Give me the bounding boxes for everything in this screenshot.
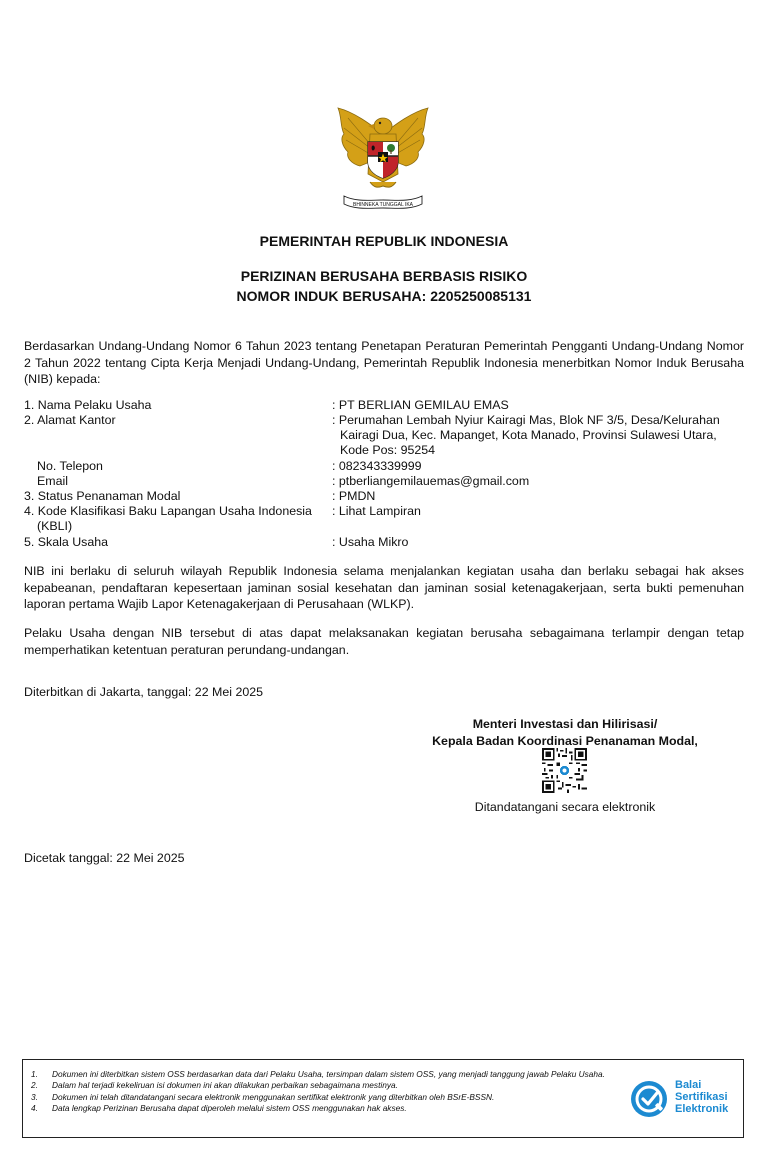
field-label-kbli: 4. Kode Klasifikasi Baku Lapangan Usaha Indonesia [24,504,312,518]
field-value-email: : ptberliangemilauemas@gmail.com [332,474,530,488]
printed-date: Dicetak tanggal: 22 Mei 2025 [24,851,185,865]
intro-paragraph: Berdasarkan Undang-Undang Nomor 6 Tahun 2023 tentang Penetapan Peraturan Pemerintah Pengganti Undang-Undang Nomor 2 Tahun 2022 tentang Cipta Kerja Menjadi Undang-Undang, Pemerintah Republik Indonesia menerbitkan Nomor Induk Berusaha (NIB) kepada: [24,339,744,386]
field-value-alamat-3: Kode Pos: 95254 [340,443,436,457]
field-value-alamat-1: : Perumahan Lembah Nyiur Kairagi Mas, Blok NF 3/5, Desa/Kelurahan [332,413,720,427]
signature-block [400,716,730,749]
emblem-motto: BHINNEKA TUNGGAL IKA [352,202,414,208]
field-label-alamat: 2. Alamat Kantor [24,413,116,427]
bsre-logo-line-2: Sertifikasi [675,1091,728,1103]
bsre-logo-line-1: Balai [675,1079,702,1091]
field-label-email: Email [37,474,68,488]
signed-electronically-text: Ditandatangani secara elektronik [474,800,656,814]
field-value-skala: : Usaha Mikro [332,535,409,549]
nib-number: NOMOR INDUK BERUSAHA: 2205250085131 [236,288,532,304]
garuda-pancasila-emblem [330,104,436,216]
signatory-title-1: Menteri Investasi dan Hilirisasi/ [472,717,658,731]
signatory-title-2: Kepala Badan Koordinasi Penanaman Modal, [432,733,698,748]
footer-note: 4. Data lengkap Perizinan Berusaha dapat diperoleh melalui sistem OSS menggunakan hak akses. [31,1102,407,1113]
field-label-kbli-2: (KBLI) [37,519,73,533]
provision-paragraph: Pelaku Usaha dengan NIB tersebut di atas dapat melaksanakan kegiatan berusaha sebagaimana terlampir dengan tetap memperhatikan ketentuan peraturan perundang-undangan. [24,626,744,657]
field-label-skala: 5. Skala Usaha [24,535,109,549]
issued-date: Diterbitkan di Jakarta, tanggal: 22 Mei 2025 [24,685,264,699]
field-label-telepon: No. Telepon [37,459,103,473]
document-title: PERIZINAN BERUSAHA BERBASIS RISIKO [240,268,528,284]
field-label-nama: 1. Nama Pelaku Usaha [24,398,152,412]
field-value-nama: : PT BERLIAN GEMILAU EMAS [332,398,509,412]
qr-code [542,748,587,793]
footer-note: 2. Dalam hal terjadi kekeliruan isi dokumen ini akan dilakukan perbaikan sebagaimana mestinya. [31,1080,398,1091]
footer-note: 1. Dokumen ini diterbitkan sistem OSS berdasarkan data dari Pelaku Usaha, tersimpan dalam sistem OSS, yang menjadi tanggung jawab Pelaku Usaha. [31,1069,605,1079]
footer-notes-list [31,1069,621,1114]
field-value-kbli: : Lihat Lampiran [332,504,421,518]
validity-paragraph: NIB ini berlaku di seluruh wilayah Republik Indonesia selama menjalankan kegiatan usaha dan berlaku sebagai hak akses kepabeanan, pendaftaran kepesertaan jaminan sosial kesehatan dan jaminan sosial ketenagakerjaan, serta bukti pemenuhan laporan pertama Wajib Lapor Ketenagakerjaan di Perusahaan (WLKP). [24,564,744,611]
field-value-alamat-2: Kairagi Dua, Kec. Mapanget, Kota Manado, Provinsi Sulawesi Utara, [340,428,717,442]
bsre-logo-line-3: Elektronik [675,1103,729,1115]
bsre-seal-icon [629,1079,669,1119]
government-heading: PEMERINTAH REPUBLIK INDONESIA [259,233,509,249]
bsre-logo [629,1078,739,1120]
footer-note: 3. Dokumen ini telah ditandatangani secara elektronik menggunakan sertifikat elektronik yang diterbitkan oleh BSrE-BSSN. [31,1091,495,1102]
field-value-telepon: : 082343339999 [332,459,422,473]
field-value-status: : PMDN [332,489,376,503]
field-label-status: 3. Status Penanaman Modal [24,489,181,503]
